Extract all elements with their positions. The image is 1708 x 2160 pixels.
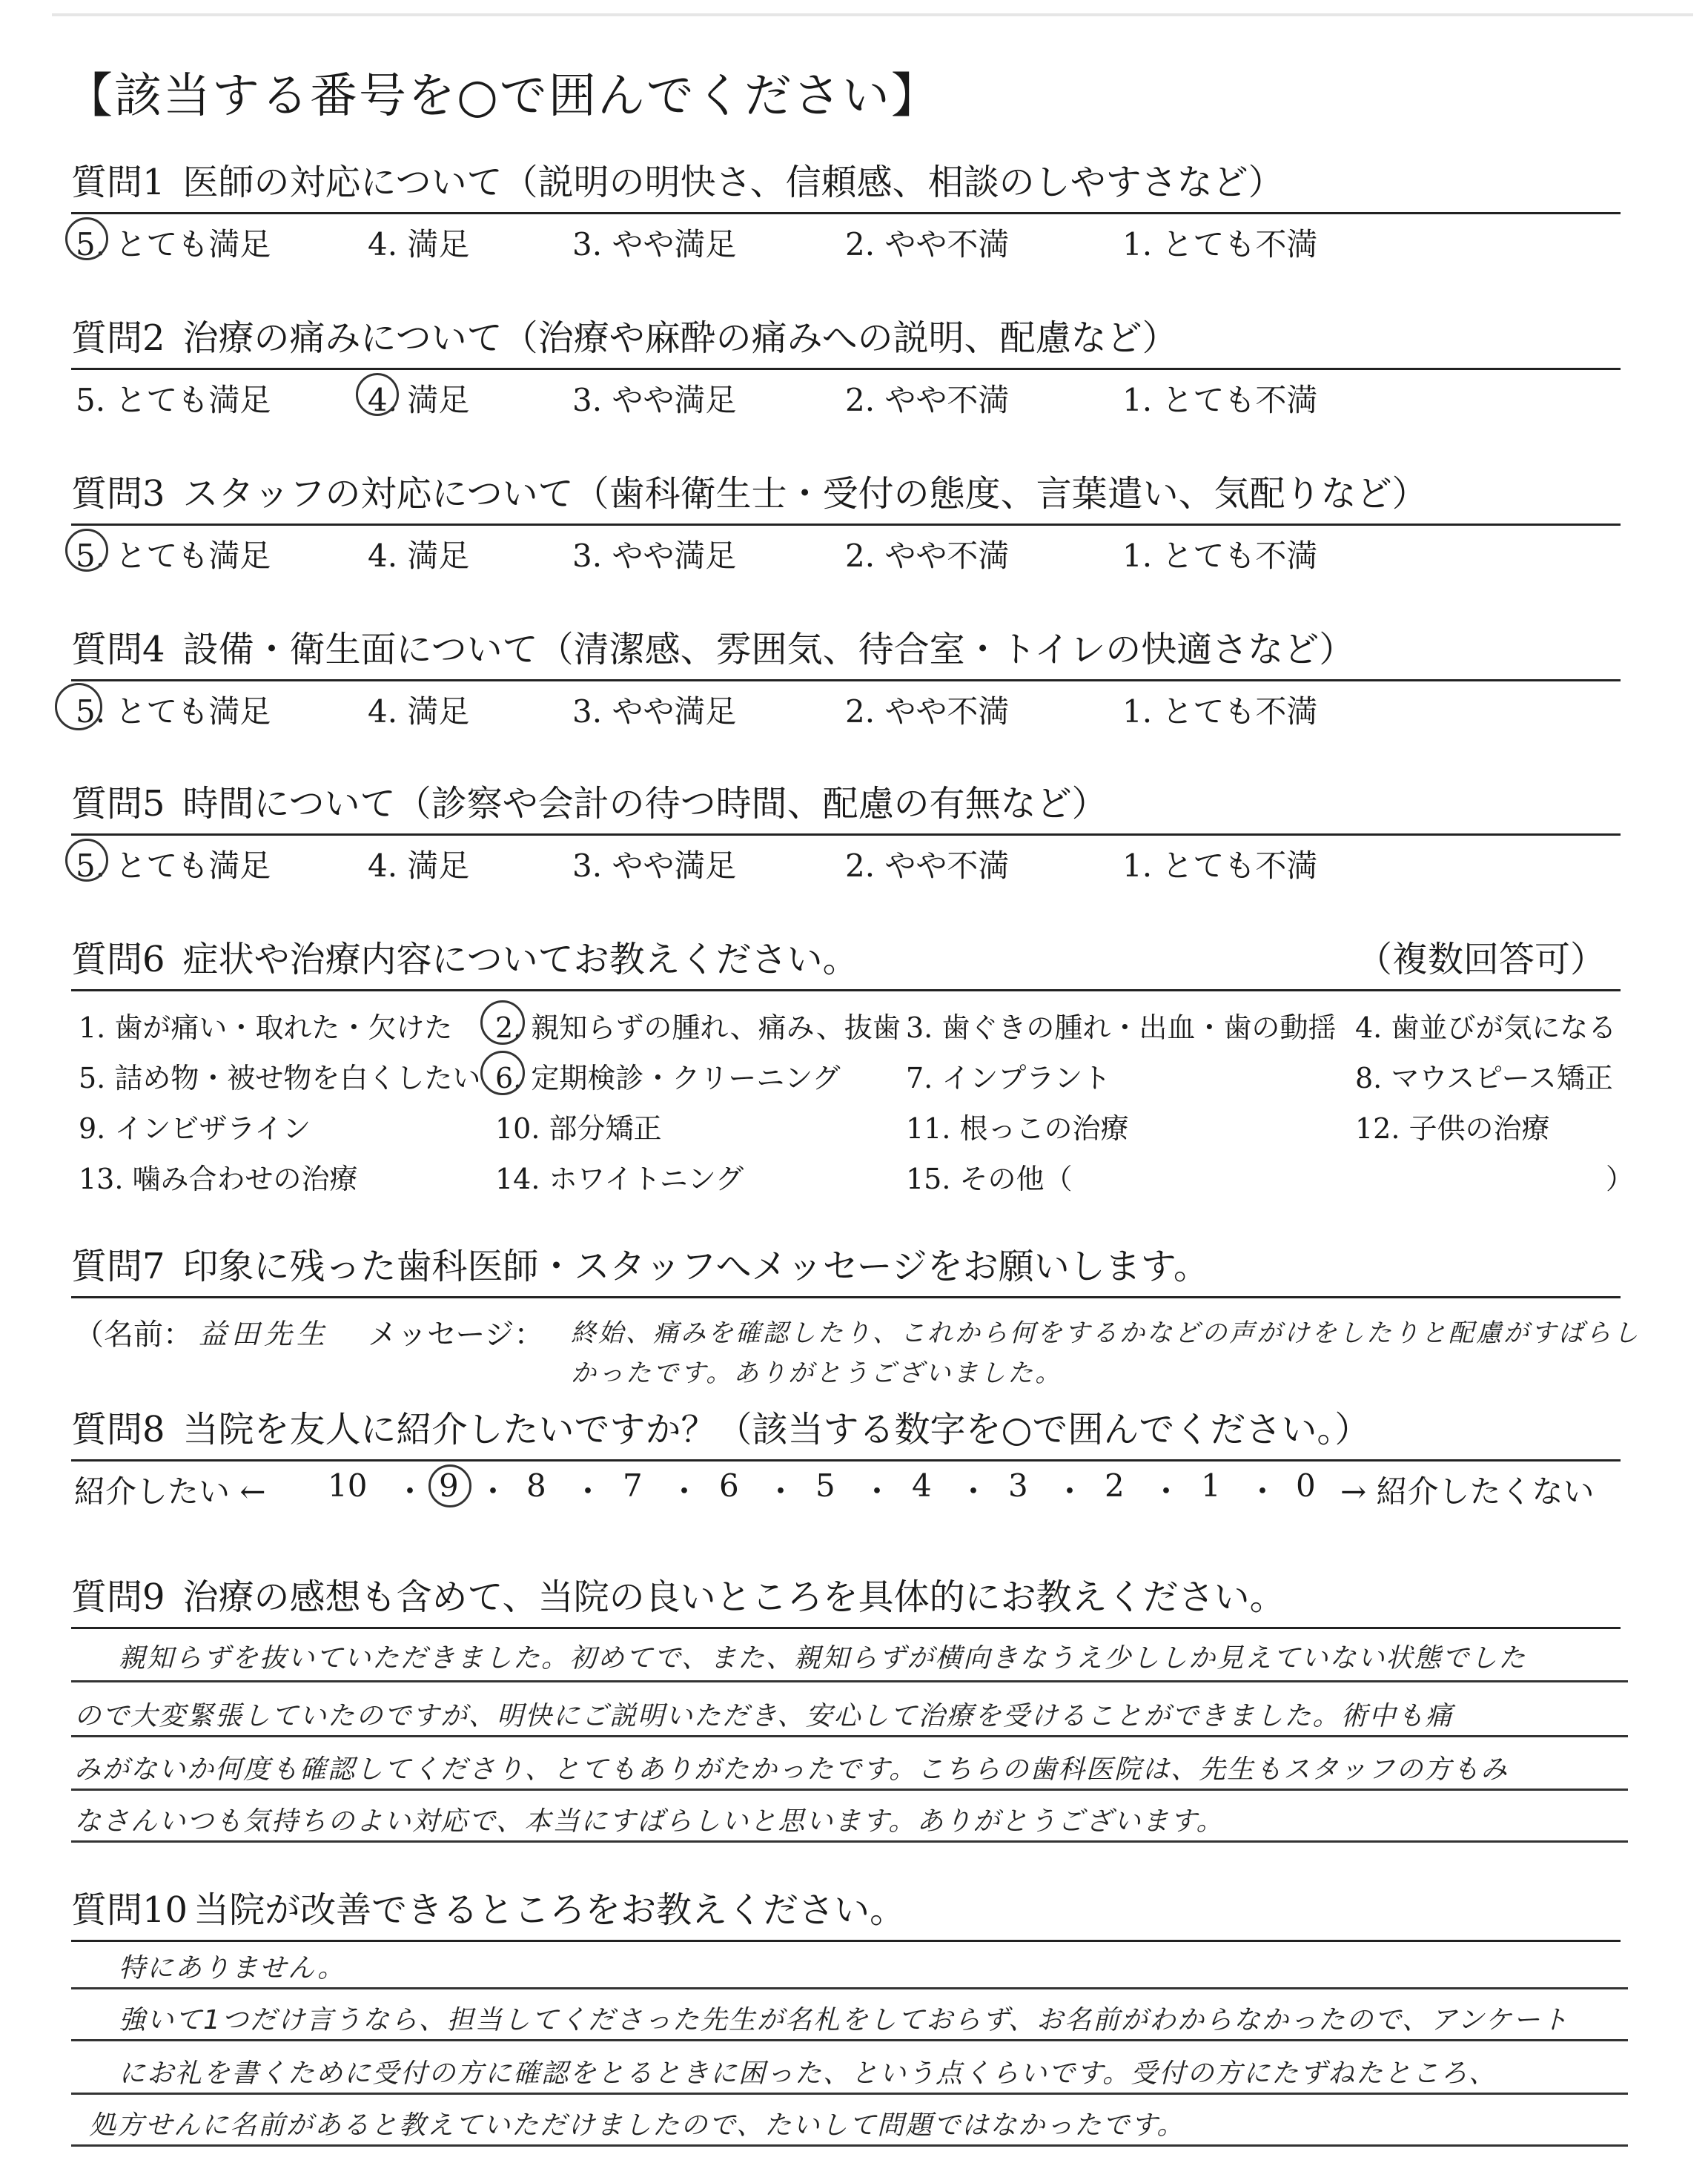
question-text: 当院を友人に紹介したいですか？（該当する数字を○で囲んでください。） xyxy=(182,1409,1371,1450)
rating-option-4[interactable]: 4. 満足 xyxy=(368,848,470,884)
scale-value-2[interactable]: 2 xyxy=(1105,1467,1125,1504)
selection-circle xyxy=(55,683,102,730)
rating-option-5[interactable]: 5. とても満足 xyxy=(76,538,271,574)
question-number: 質問5 xyxy=(71,783,165,825)
selection-circle xyxy=(65,529,108,572)
scale-dot: ・ xyxy=(477,1473,509,1510)
question-number: 質問2 xyxy=(71,317,165,359)
question-text: 治療の痛みについて（治療や麻酔の痛みへの説明、配慮など） xyxy=(182,317,1178,359)
scale-dot: ・ xyxy=(861,1473,893,1510)
rating-option-4[interactable]: 4. 満足 xyxy=(368,538,470,574)
question-number: 質問7 xyxy=(71,1246,165,1287)
rating-option-1[interactable]: 1. とても不満 xyxy=(1122,848,1318,884)
question-7 xyxy=(71,1240,1621,1298)
rating-option-4[interactable]: 4. 満足 xyxy=(368,226,470,262)
question-3 xyxy=(71,467,1621,575)
rating-option-3[interactable]: 3. やや満足 xyxy=(572,226,737,262)
question-text: 医師の対応について（説明の明快さ、信頼感、相談のしやすさなど） xyxy=(182,162,1284,203)
answer-rule xyxy=(71,1680,1628,1682)
symptom-option[interactable]: 5. 詰め物・被せ物を白くしたい xyxy=(79,1062,481,1094)
question-8 xyxy=(71,1403,1621,1513)
scale-dot: ・ xyxy=(572,1473,604,1510)
rating-option-5[interactable]: 5. とても満足 xyxy=(76,693,271,730)
answer-rule xyxy=(71,2039,1628,2041)
rating-option-5[interactable]: 5. とても満足 xyxy=(76,226,271,262)
symptom-option[interactable]: 10. 部分矯正 xyxy=(495,1112,662,1145)
rating-option-2[interactable]: 2. やや不満 xyxy=(845,382,1010,418)
scale-value-6[interactable]: 6 xyxy=(719,1467,739,1504)
scale-value-1[interactable]: 1 xyxy=(1201,1467,1221,1504)
answer-line[interactable]: ので大変緊張していたのですが、明快にご説明いただき、安心して治療を受けることができました。術中も痛 xyxy=(74,1701,1454,1731)
answer-line[interactable]: 強いて1つだけ言うなら、担当してくださった先生が名札をしておらず、お名前がわからなかったので、アンケート xyxy=(119,2005,1570,2035)
rating-option-1[interactable]: 1. とても不満 xyxy=(1122,693,1318,730)
rating-option-4[interactable]: 4. 満足 xyxy=(368,693,470,730)
scale-dot: ・ xyxy=(765,1473,797,1510)
rating-option-1[interactable]: 1. とても不満 xyxy=(1122,226,1318,262)
rating-option-3[interactable]: 3. やや満足 xyxy=(572,848,737,884)
question-number: 質問9 xyxy=(71,1576,165,1618)
scale-value-3[interactable]: 3 xyxy=(1008,1467,1028,1504)
scale-value-8[interactable]: 8 xyxy=(526,1467,546,1504)
symptom-option[interactable]: 8. マウスピース矯正 xyxy=(1355,1062,1613,1094)
question-text: 印象に残った歯科医師・スタッフへメッセージをお願いします。 xyxy=(182,1246,1209,1287)
question-number: 質問4 xyxy=(71,629,165,670)
question-rule xyxy=(71,1940,1621,1942)
scale-value-9[interactable]: 9 xyxy=(439,1467,459,1504)
scale-dot: ・ xyxy=(1054,1473,1086,1510)
question-8-heading xyxy=(71,1403,1621,1456)
question-3-heading xyxy=(71,467,1621,521)
question-text: 時間について（診察や会計の待つ時間、配慮の有無など） xyxy=(182,783,1108,825)
rating-option-5[interactable]: 5. とても満足 xyxy=(76,848,271,884)
scale-right-label: → 紹介したくない xyxy=(1340,1473,1595,1510)
question-9 xyxy=(71,1571,1621,1629)
scale-value-7[interactable]: 7 xyxy=(623,1467,643,1504)
question-6 xyxy=(71,933,1635,1206)
answer-line[interactable]: 処方せんに名前があると教えていただけましたので、たいして問題ではなかったです。 xyxy=(89,2110,1185,2141)
question-number: 質問8 xyxy=(71,1409,165,1450)
answer-rule xyxy=(71,1735,1628,1737)
answer-line[interactable]: 特にありません。 xyxy=(119,1953,346,1984)
scale-dot: ・ xyxy=(394,1473,426,1510)
question-10-heading xyxy=(71,1883,1621,1937)
rating-option-2[interactable]: 2. やや不満 xyxy=(845,226,1010,262)
symptom-option[interactable]: 14. ホワイトニング xyxy=(495,1163,744,1195)
answer-line[interactable]: 親知らずを抜いていただきました。初めてで、また、親知らずが横向きなうえ少ししか見えていない状態でした xyxy=(119,1643,1527,1674)
rating-options xyxy=(71,370,1621,419)
rating-option-2[interactable]: 2. やや不満 xyxy=(845,848,1010,884)
multiple-answer-note: （複数回答可） xyxy=(1356,939,1606,980)
question-1-heading xyxy=(71,156,1621,209)
scale-left-label: 紹介したい ← xyxy=(74,1473,266,1510)
top-rule xyxy=(52,13,1693,16)
rating-options xyxy=(71,681,1621,730)
symptom-option[interactable]: 6. 定期検診・クリーニング xyxy=(495,1062,841,1094)
rating-option-1[interactable]: 1. とても不満 xyxy=(1122,538,1318,574)
symptom-option[interactable]: 1. 歯が痛い・取れた・欠けた xyxy=(79,1011,453,1044)
message-line[interactable]: かったです。ありがとうございました。 xyxy=(571,1358,1063,1388)
scale-value-5[interactable]: 5 xyxy=(815,1467,835,1504)
symptom-option[interactable]: 12. 子供の治療 xyxy=(1355,1112,1550,1145)
scale-value-0[interactable]: 0 xyxy=(1296,1467,1316,1504)
question-5-heading xyxy=(71,777,1621,830)
question-5 xyxy=(71,777,1621,885)
question-number: 質問3 xyxy=(71,473,165,515)
question-text: 当院が改善できるところをお教えください。 xyxy=(193,1889,906,1931)
question-number: 質問10 xyxy=(71,1889,188,1931)
question-rule xyxy=(71,1627,1621,1629)
selection-circle xyxy=(65,839,108,882)
selection-circle xyxy=(480,1000,525,1045)
answer-rule xyxy=(71,1789,1628,1791)
answer-rule xyxy=(71,1987,1628,1989)
question-4 xyxy=(71,623,1621,730)
scale-dot: ・ xyxy=(1247,1473,1279,1510)
question-2-heading xyxy=(71,311,1621,365)
symptom-option[interactable]: 11. 根っこの治療 xyxy=(906,1112,1129,1145)
rating-option-4[interactable]: 4. 満足 xyxy=(368,382,470,418)
rating-options xyxy=(71,214,1621,263)
scale-dot: ・ xyxy=(1151,1473,1182,1510)
question-2 xyxy=(71,311,1621,419)
symptom-option[interactable]: 15. その他（ xyxy=(906,1163,1073,1195)
name-label: （名前： xyxy=(74,1318,193,1352)
question-1 xyxy=(71,156,1621,263)
symptom-option[interactable]: 7. インプラント xyxy=(906,1062,1111,1094)
symptom-options xyxy=(71,991,1635,1206)
scale-value-4[interactable]: 4 xyxy=(912,1467,932,1504)
answer-rule xyxy=(71,2144,1628,2147)
symptom-option[interactable]: 4. 歯並びが気になる xyxy=(1355,1011,1617,1044)
rating-option-5[interactable]: 5. とても満足 xyxy=(76,382,271,418)
question-6-heading xyxy=(71,933,1621,986)
selection-circle xyxy=(480,1051,525,1095)
question-number: 質問1 xyxy=(71,162,165,203)
name-value[interactable]: 益田先生 xyxy=(199,1318,330,1350)
question-text: 治療の感想も含めて、当院の良いところを具体的にお教えください。 xyxy=(182,1576,1285,1618)
rating-option-2[interactable]: 2. やや不満 xyxy=(845,693,1010,730)
symptom-option[interactable]: 13. 噛み合わせの治療 xyxy=(79,1163,358,1195)
scale-dot: ・ xyxy=(958,1473,990,1510)
selection-circle xyxy=(65,217,108,260)
message-line[interactable]: 終始、痛みを確認したり、これから何をするかなどの声がけをしたりと配慮がすばらし xyxy=(571,1318,1641,1348)
question-text: 設備・衛生面について（清潔感、雰囲気、待合室・トイレの快適さなど） xyxy=(182,629,1355,670)
rating-option-3[interactable]: 3. やや満足 xyxy=(572,382,737,418)
rating-options xyxy=(71,526,1621,575)
symptom-option[interactable]: 3. 歯ぐきの腫れ・出血・歯の動揺 xyxy=(906,1011,1337,1044)
symptom-option[interactable]: 2. 親知らずの腫れ、痛み、抜歯 xyxy=(495,1011,901,1044)
page-title: 【該当する番号を○で囲んでください】 xyxy=(65,69,940,124)
question-4-heading xyxy=(71,623,1621,676)
question-7-heading xyxy=(71,1240,1621,1293)
answer-line[interactable]: にお礼を書くために受付の方に確認をとるときに困った、という点くらいです。受付の方にたずねたところ、 xyxy=(119,2058,1497,2089)
question-9-heading xyxy=(71,1571,1621,1624)
rating-option-3[interactable]: 3. やや満足 xyxy=(572,693,737,730)
message-label: メッセージ： xyxy=(368,1318,544,1352)
answer-rule xyxy=(71,2093,1628,2095)
rating-option-2[interactable]: 2. やや不満 xyxy=(845,538,1010,574)
recommend-scale xyxy=(71,1462,1621,1513)
scale-value-10[interactable]: 10 xyxy=(328,1467,368,1504)
selection-circle xyxy=(428,1464,471,1507)
symptom-option[interactable]: 9. インビザライン xyxy=(79,1112,311,1145)
rating-options xyxy=(71,836,1621,885)
question-text: 症状や治療内容についてお教えください。 xyxy=(182,939,858,980)
selection-circle xyxy=(356,373,399,416)
rating-option-1[interactable]: 1. とても不満 xyxy=(1122,382,1318,418)
answer-line[interactable]: なさんいつも気持ちのよい対応で、本当にすばらしいと思います。ありがとうございます。 xyxy=(74,1806,1225,1837)
scale-dot: ・ xyxy=(669,1473,701,1510)
other-close-paren: ） xyxy=(1606,1163,1635,1195)
answer-rule xyxy=(71,1840,1628,1843)
rating-option-3[interactable]: 3. やや満足 xyxy=(572,538,737,574)
question-rule xyxy=(71,1296,1621,1298)
question-10 xyxy=(71,1883,1621,1942)
question-text: スタッフの対応について（歯科衛生士・受付の態度、言葉遣い、気配りなど） xyxy=(182,473,1428,515)
answer-line[interactable]: みがないか何度も確認してくださり、とてもありがたかったです。こちらの歯科医院は、先生もスタッフの方もみ xyxy=(74,1754,1509,1785)
question-number: 質問6 xyxy=(71,939,165,980)
